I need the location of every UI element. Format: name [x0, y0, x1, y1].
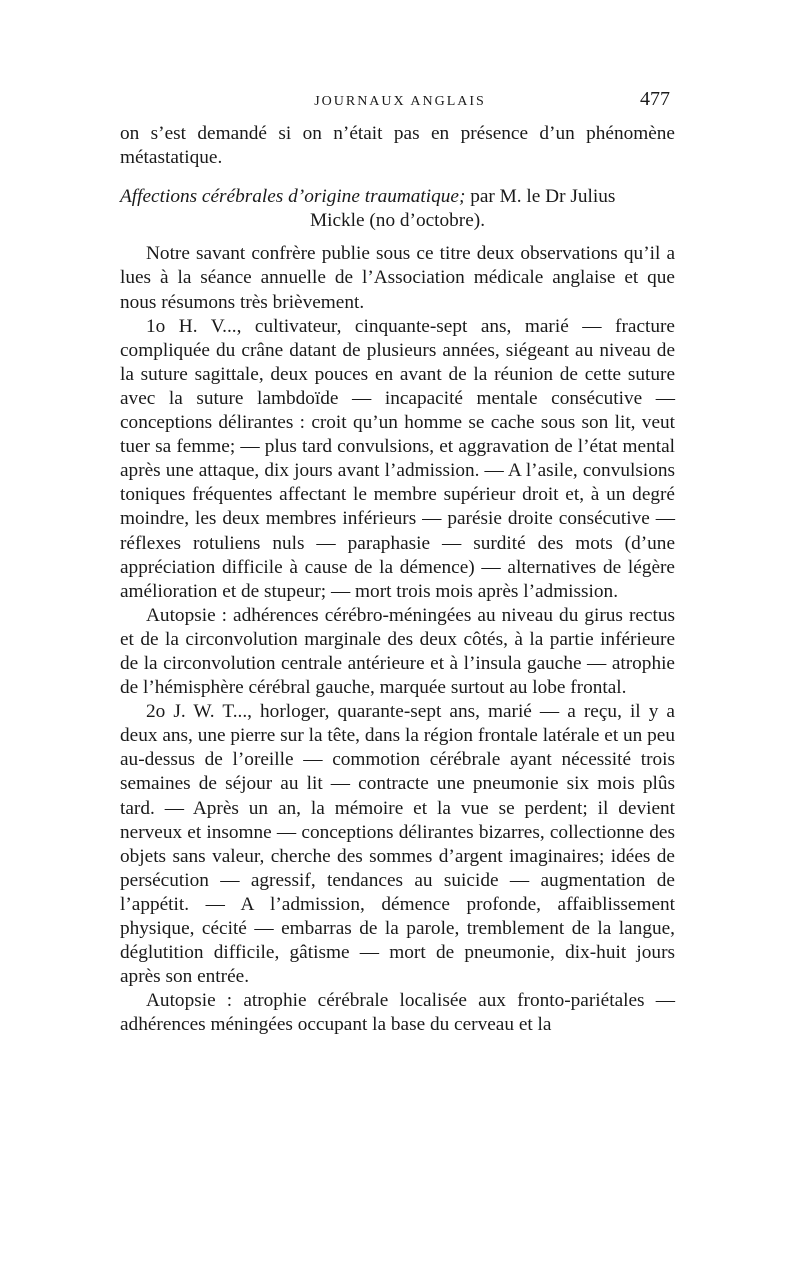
paragraph-autopsy-1: Autopsie : adhérences cérébro-méningées au niveau du girus rectus et de la circonvolution marginale des deux côtés, à la partie inférieure de la circonvolution centrale antérieure et à l’insula gauche — atrophie de l’hémisphère cérébral gauche, marquée surtout au lobe frontal.	[120, 604, 675, 699]
page-header	[120, 88, 680, 114]
paragraph-case-2: 2o J. W. T..., horloger, quarante-sept ans, marié — a reçu, il y a deux ans, une pierre sur la tête, dans la région frontale latérale et un peu au-dessus de l’oreille — commotion cérébrale ayant nécessité trois semaines de séjour au lit — contracte une pneumonie six mois plûs tard. — Après un an, la mémoire et la vue se perdent; il devient nerveux et insomne — conceptions délirantes bizarres, collectionne des objets sans valeur, cherche des sommes d’argent imaginaires; idées de persécution — agressif, tendances au suicide — augmentation de l’appétit. — A l’admission, démence profonde, affaiblissement physique, cécité — embarras de la parole, tremblement de la langue, déglutition difficile, gâtisme — mort de pneumonie, dix-huit jours après son entrée.	[120, 701, 675, 988]
running-title: JOURNAUX ANGLAIS	[314, 94, 486, 109]
article-heading-line1	[120, 185, 675, 209]
article-author-part2: Mickle (no d’octobre).	[309, 210, 486, 232]
article-title: Affections cérébrales d’origine traumatique;	[120, 186, 466, 208]
intro-paragraph: on s’est demandé si on n’était pas en présence d’un phénomène métastatique.	[120, 123, 675, 169]
article-author-part1: par M. le Dr Julius	[465, 186, 616, 208]
paragraph-introduction: Notre savant confrère publie sous ce titre deux observations qu’il a lues à la séance annuelle de l’Association médicale anglaise et que nous résumons très brièvement.	[120, 243, 675, 313]
paragraph-case-1: 1o H. V..., cultivateur, cinquante-sept ans, marié — fracture compliquée du crâne datant de plusieurs années, siégeant au niveau de la suture sagittale, deux pouces en avant de la réunion de cette suture avec la suture lambdoïde — incapacité mentale consécutive — conceptions délirantes : croit qu’un homme se cache sous son lit, veut tuer sa femme; — plus tard convulsions, et aggravation de l’état mental après une attaque, dix jours avant l’admission. — A l’asile, convulsions toniques fréquentes affectant le membre supérieur droit et, à un degré moindre, les deux membres inférieurs — parésie droite consécutive — réflexes rotuliens nuls — paraphasie — surdité des mots (d’une appréciation difficile à cause de la démence) — alternatives de légère amélioration et de stupeur; — mort trois mois après l’admission.	[120, 315, 675, 602]
page-body	[120, 122, 675, 1037]
article-heading	[120, 185, 675, 233]
paragraph-autopsy-2: Autopsie : atrophie cérébrale localisée aux fronto-pariétales — adhérences méningées occupant la base du cerveau et la	[120, 990, 675, 1036]
page-number: 477	[640, 88, 670, 110]
